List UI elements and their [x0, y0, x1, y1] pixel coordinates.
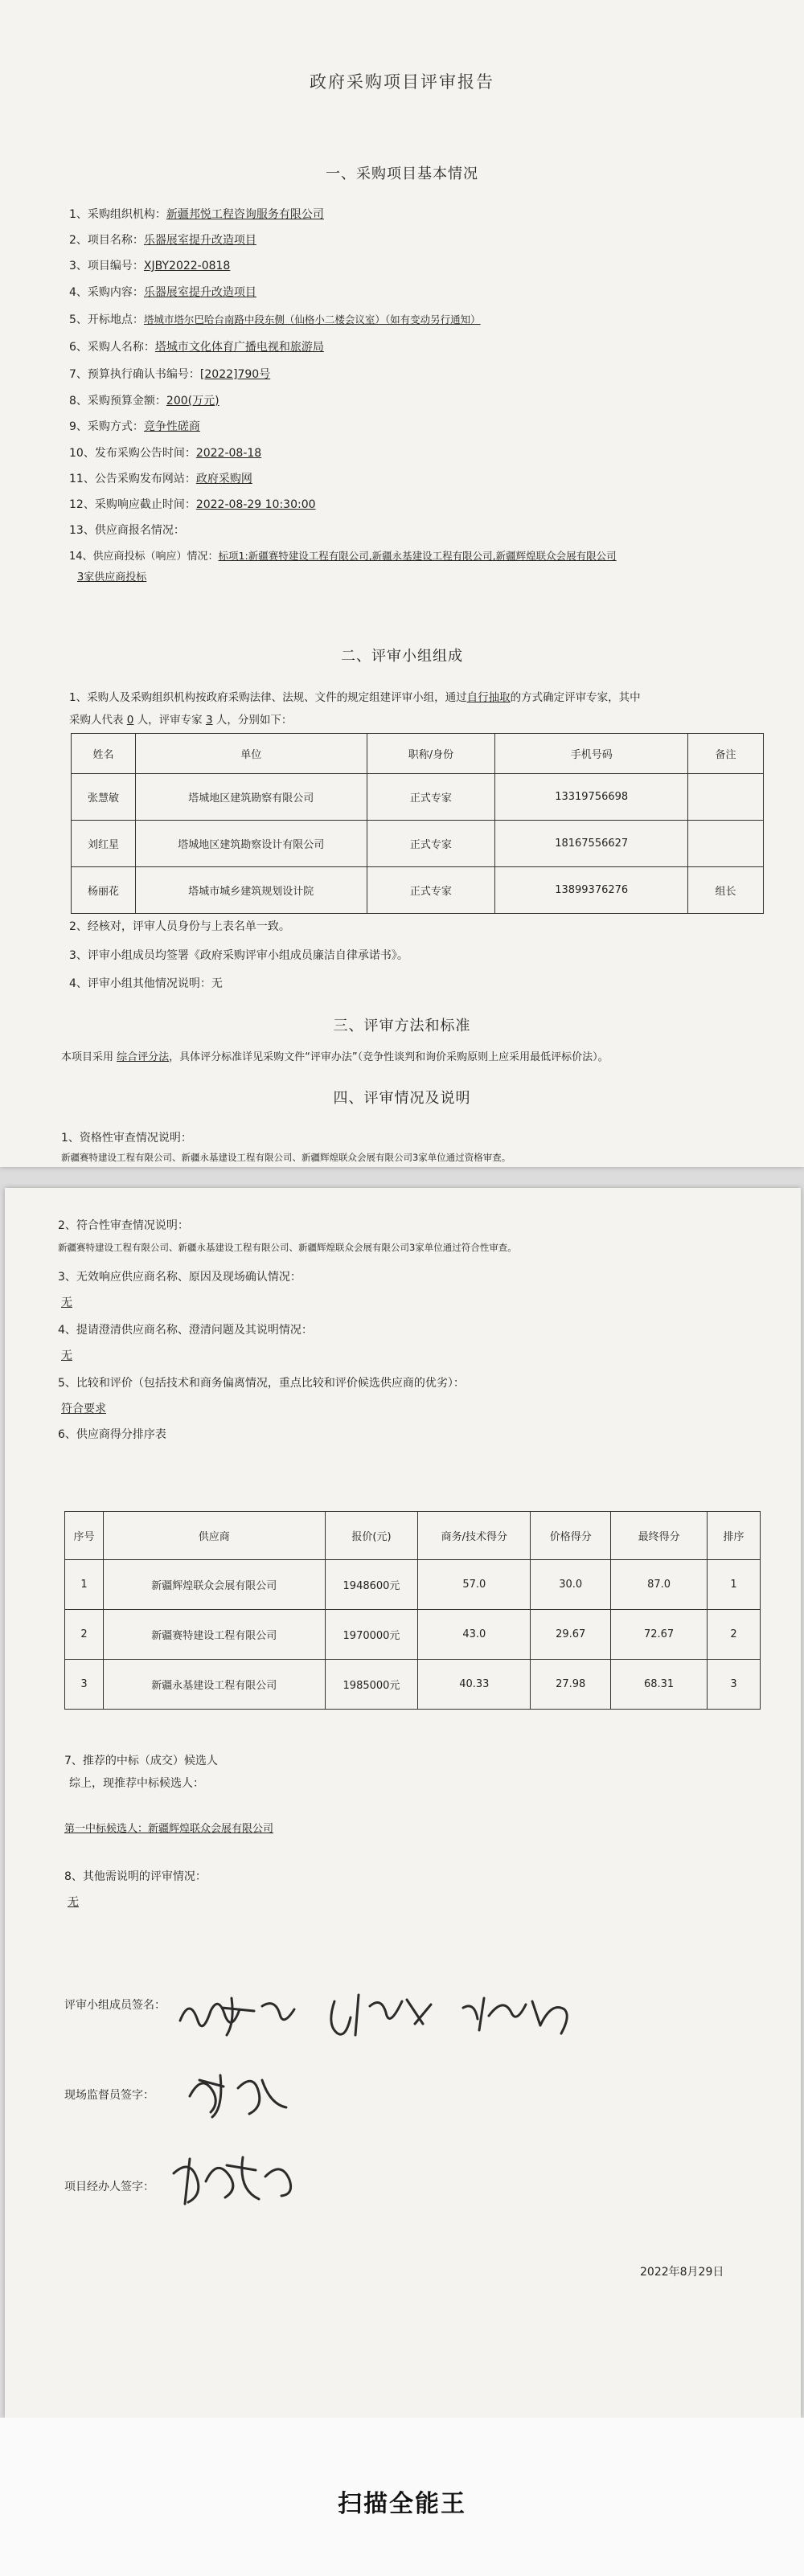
- invalid-bid-question: 3、无效响应供应商名称、原因及现场确认情况：: [58, 1271, 302, 1284]
- report-title: 政府采购项目评审报告: [310, 72, 494, 92]
- panel-signatures: [174, 1984, 624, 2048]
- table-header-row: [72, 734, 764, 774]
- app-footer-label: 扫描全能王: [338, 2490, 466, 2518]
- signature-mark: [331, 1995, 431, 2035]
- table-cell: 杨丽花: [72, 867, 136, 914]
- table-cell: 1: [65, 1560, 104, 1610]
- table-cell: 新疆辉煌联众会展有限公司: [103, 1560, 325, 1610]
- report-page-2: [5, 1188, 801, 2418]
- panel-intro-count: 采购人代表 0 人，评审专家 3 人，分别如下：: [69, 714, 293, 727]
- conformity-answer: 新疆赛特建设工程有限公司、新疆永基建设工程有限公司、新疆辉煌联众会展有限公司3家单位通过符合性审查。: [58, 1242, 517, 1253]
- table-cell: 新疆永基建设工程有限公司: [103, 1660, 325, 1710]
- table-row: [72, 867, 764, 914]
- conformity-question: 2、符合性审查情况说明：: [58, 1219, 189, 1232]
- column-header: 手机号码: [495, 734, 688, 774]
- table-cell: 2: [708, 1610, 761, 1660]
- expert-table: [71, 733, 764, 914]
- info-item: 9、采购方式：竞争性磋商: [69, 420, 200, 433]
- column-header: 备注: [688, 734, 764, 774]
- comparison-answer: 符合要求: [61, 1403, 106, 1415]
- table-row: [72, 821, 764, 867]
- info-item: 5、开标地点：塔城市塔尔巴哈台南路中段东侧（仙格小二楼会议室）（如有变动另行通知）: [69, 313, 481, 326]
- column-header: 排序: [708, 1512, 761, 1560]
- ranking-table: [64, 1511, 761, 1710]
- other-remarks-answer: 无: [68, 1896, 79, 1909]
- table-row: [65, 1660, 761, 1710]
- column-header: 价格得分: [531, 1512, 611, 1560]
- qualification-answer: 新疆赛特建设工程有限公司、新疆永基建设工程有限公司、新疆辉煌联众会展有限公司3家单位通过资格审查。: [61, 1152, 511, 1163]
- table-cell: 29.67: [531, 1610, 611, 1660]
- method-text: 本项目采用 综合评分法，具体评分标准详见采购文件“评审办法”（竞争性谈判和询价采购原则上应采用最低评标价法）。: [61, 1051, 609, 1063]
- table-cell: 40.33: [418, 1660, 531, 1710]
- info-item: 10、发布采购公告时间：2022-08-18: [69, 447, 262, 460]
- table-cell: 张慧敏: [72, 774, 136, 821]
- table-cell: 正式专家: [367, 774, 495, 821]
- column-header: 序号: [65, 1512, 104, 1560]
- table-cell: 2: [65, 1610, 104, 1660]
- table-row: [72, 774, 764, 821]
- ranking-caption: 6、供应商得分排序表: [58, 1428, 166, 1441]
- info-item: 7、预算执行确认书编号：[2022]790号: [69, 368, 271, 381]
- table-cell: 正式专家: [367, 867, 495, 914]
- table-cell: 正式专家: [367, 821, 495, 867]
- supervisor-signature-label: 现场监督员签字：: [64, 2089, 154, 2102]
- signature-mark: [174, 2157, 291, 2204]
- panel-intro: 1、采购人及采购组织机构按政府采购法律、法规、文件的规定组建评审小组，通过自行抽取的方式确定评审专家，其中: [69, 691, 641, 704]
- supervisor-signature: [182, 2064, 302, 2128]
- table-cell: 塔城地区建筑勘察设计有限公司: [135, 821, 367, 867]
- column-header: 单位: [135, 734, 367, 774]
- table-cell: 43.0: [418, 1610, 531, 1660]
- section3-heading: 三、评审方法和标准: [333, 1018, 471, 1034]
- clarification-question: 4、提请澄清供应商名称、澄清问题及其说明情况：: [58, 1324, 313, 1337]
- winning-candidate: 第一中标候选人：新疆辉煌联众会展有限公司: [64, 1823, 274, 1835]
- table-cell: 3: [708, 1660, 761, 1710]
- table-cell: 57.0: [418, 1560, 531, 1610]
- report-date: 2022年8月29日: [640, 2266, 724, 2279]
- panel-note-4: 4、评审小组其他情况说明：无: [69, 977, 223, 990]
- table-cell: 组长: [688, 867, 764, 914]
- table-cell: 1985000元: [325, 1660, 418, 1710]
- panel-signature-label: 评审小组成员签名：: [64, 1999, 166, 2012]
- table-cell: 68.31: [611, 1660, 708, 1710]
- table-cell: 87.0: [611, 1560, 708, 1610]
- table-cell: 18167556627: [495, 821, 688, 867]
- table-cell: 72.67: [611, 1610, 708, 1660]
- table-cell: 13319756698: [495, 774, 688, 821]
- section1-heading: 一、采购项目基本情况: [326, 166, 478, 182]
- info-item: 2、项目名称：乐器展室提升改造项目: [69, 234, 256, 247]
- table-cell: 3: [65, 1660, 104, 1710]
- table-cell: [688, 821, 764, 867]
- recommendation-question: 7、推荐的中标（成交）候选人: [64, 1755, 218, 1767]
- qualification-question: 1、资格性审查情况说明：: [61, 1132, 192, 1145]
- recommendation-summary: 综上，现推荐中标候选人：: [69, 1777, 204, 1790]
- column-header: 供应商: [103, 1512, 325, 1560]
- table-cell: 新疆赛特建设工程有限公司: [103, 1610, 325, 1660]
- signature-mark: [180, 1998, 294, 2035]
- table-row: [65, 1560, 761, 1610]
- info-item-continued: 3家供应商投标: [77, 571, 147, 584]
- table-cell: 塔城地区建筑勘察有限公司: [135, 774, 367, 821]
- table-cell: [688, 774, 764, 821]
- section4-heading: 四、评审情况及说明: [333, 1090, 471, 1107]
- table-cell: 13899376276: [495, 867, 688, 914]
- other-remarks-question: 8、其他需说明的评审情况：: [64, 1870, 207, 1883]
- info-item: 14、供应商投标（响应）情况：标项1:新疆赛特建设工程有限公司,新疆永基建设工程有限公司,新疆辉煌联众会展有限公司: [69, 550, 617, 563]
- table-cell: 1948600元: [325, 1560, 418, 1610]
- table-header-row: [65, 1512, 761, 1560]
- column-header: 职称/身份: [367, 734, 495, 774]
- panel-note-3: 3、评审小组成员均签署《政府采购评审小组成员廉洁自律承诺书》。: [69, 949, 408, 962]
- column-header: 商务/技术得分: [418, 1512, 531, 1560]
- signature-mark: [463, 1998, 567, 2033]
- report-page-1: [0, 0, 804, 1167]
- section2-heading: 二、评审小组组成: [341, 648, 463, 665]
- handler-signature: [166, 2149, 310, 2214]
- info-item: 6、采购人名称：塔城市文化体育广播电视和旅游局: [69, 341, 324, 354]
- table-row: [65, 1610, 761, 1660]
- table-cell: 1: [708, 1560, 761, 1610]
- column-header: 最终得分: [611, 1512, 708, 1560]
- scanner-app-footer: [0, 2418, 804, 2576]
- info-item: 13、供应商报名情况：: [69, 524, 185, 537]
- column-header: 姓名: [72, 734, 136, 774]
- table-cell: 30.0: [531, 1560, 611, 1610]
- info-item: 1、采购组织机构：新疆邦悦工程咨询服务有限公司: [69, 208, 324, 221]
- info-item: 8、采购预算金额：200(万元): [69, 395, 219, 407]
- clarification-answer: 无: [61, 1349, 72, 1362]
- table-cell: 1970000元: [325, 1610, 418, 1660]
- table-cell: 27.98: [531, 1660, 611, 1710]
- info-item: 3、项目编号：XJBY2022-0818: [69, 260, 231, 272]
- comparison-question: 5、比较和评价（包括技术和商务偏离情况，重点比较和评价候选供应商的优劣）：: [58, 1377, 465, 1390]
- info-item: 4、采购内容：乐器展室提升改造项目: [69, 286, 256, 299]
- info-item: 12、采购响应截止时间：2022-08-29 10:30:00: [69, 498, 316, 511]
- handler-signature-label: 项目经办人签字：: [64, 2181, 154, 2193]
- invalid-bid-answer: 无: [61, 1296, 72, 1309]
- panel-note-2: 2、经核对，评审人员身份与上表名单一致。: [69, 920, 290, 933]
- info-item: 11、公告采购发布网站：政府采购网: [69, 473, 252, 485]
- column-header: 报价(元): [325, 1512, 418, 1560]
- signature-mark: [190, 2075, 286, 2117]
- table-cell: 塔城市城乡建筑规划设计院: [135, 867, 367, 914]
- table-cell: 刘红星: [72, 821, 136, 867]
